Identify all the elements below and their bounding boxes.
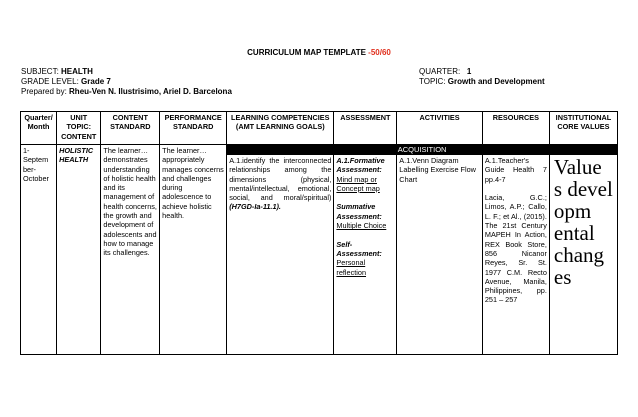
competency-code: (H7GD-Ia-11.1). bbox=[229, 202, 281, 212]
competency-text: A.1.identify the interconnected relationships among the dimensions (physical, mental/intellectual, emotional, social, and moral/spiritual) bbox=[229, 156, 332, 203]
topic-value: Growth and Development bbox=[447, 77, 545, 86]
prepared-label: Prepared by: bbox=[21, 87, 70, 96]
cell-assessment bbox=[334, 155, 397, 355]
assess-summative-value: Multiple Choice bbox=[336, 221, 387, 231]
cell-activities: A.1.Venn Diagram Labelling Exercise Flow Chart bbox=[397, 155, 483, 355]
assess-formative-value: Mind map or Concept map bbox=[336, 174, 380, 193]
cell-content-standard: The learner… demonstrates understanding of holistic health and its management of health concerns, the growth and development of adolescents and how to manage its challenges. bbox=[101, 145, 160, 355]
header-row bbox=[21, 112, 618, 145]
assess-summative-label: Summative Assessment: bbox=[336, 202, 382, 221]
assess-formative-label: A.1.Formative Assessment: bbox=[336, 156, 385, 175]
prepared-value: Rheu-Ven N. Ilustrisimo, Ariel D. Barcelona bbox=[69, 87, 232, 96]
header-core-values: INSTITUTIONAL CORE VALUES bbox=[549, 112, 617, 145]
quarter-label: QUARTER: bbox=[419, 67, 467, 76]
title-number: -50/60 bbox=[368, 48, 391, 57]
header-competencies: LEARNING COMPETENCIES (AMT LEARNING GOALS) bbox=[227, 112, 334, 145]
quarter-value: 1 bbox=[466, 67, 472, 76]
subject-value: HEALTH bbox=[61, 67, 93, 76]
assess-self-value: Personal reflection bbox=[336, 258, 367, 277]
curriculum-table bbox=[20, 111, 618, 355]
header-performance: PERFORMANCE STANDARD bbox=[160, 112, 227, 145]
data-row bbox=[21, 145, 618, 155]
header-activities: ACTIVITIES bbox=[397, 112, 483, 145]
resources-book: Lacia, G.C.; Limos, A.P.; Callo, L. F.; et Al., (2015). The 21st Century MAPEH In Action, REX Book Store, 856 Nicanor Reyes, Sr. St. 1977 C.M. Recto Avenue, Manila, Philippines, pp. 251 – 257 bbox=[484, 193, 547, 305]
grade-label: GRADE LEVEL: bbox=[21, 77, 82, 86]
resources-guide: A.1.Teacher's Guide Health 7 pp.4-7 bbox=[484, 156, 547, 184]
grade-value: Grade 7 bbox=[81, 77, 111, 86]
cell-quarter: 1-Septem ber-October bbox=[21, 145, 57, 355]
subject-label: SUBJECT: bbox=[21, 67, 62, 76]
cell-performance-standard: The learner… appropriately manages concerns and challenges during adolescence to achieve holistic health. bbox=[160, 145, 227, 355]
topic-line bbox=[419, 77, 545, 87]
header-assessment: ASSESSMENT bbox=[334, 112, 397, 145]
assess-self-label: Self-Assessment: bbox=[336, 239, 382, 258]
cell-resources bbox=[482, 155, 549, 355]
grade-line bbox=[21, 77, 232, 87]
header-unit: UNIT TOPIC: CONTENT bbox=[57, 112, 101, 145]
document-title bbox=[0, 48, 638, 57]
cell-unit: HOLISTIC HEALTH bbox=[57, 145, 101, 355]
header-quarter: Quarter/ Month bbox=[21, 112, 57, 145]
header-content: CONTENT STANDARD bbox=[101, 112, 160, 145]
meta-left bbox=[21, 67, 232, 97]
cell-competencies bbox=[227, 155, 334, 355]
prepared-line bbox=[21, 87, 232, 97]
meta-right bbox=[419, 67, 545, 87]
subject-line bbox=[21, 67, 232, 77]
header-resources: RESOURCES bbox=[482, 112, 549, 145]
title-main: CURRICULUM MAP TEMPLATE bbox=[247, 48, 369, 57]
quarter-line bbox=[419, 67, 545, 77]
acquisition-banner: ACQUISITION bbox=[227, 145, 618, 155]
cell-core-values: Value s devel opm ental chang es bbox=[549, 155, 617, 355]
topic-label: TOPIC: bbox=[419, 77, 448, 86]
